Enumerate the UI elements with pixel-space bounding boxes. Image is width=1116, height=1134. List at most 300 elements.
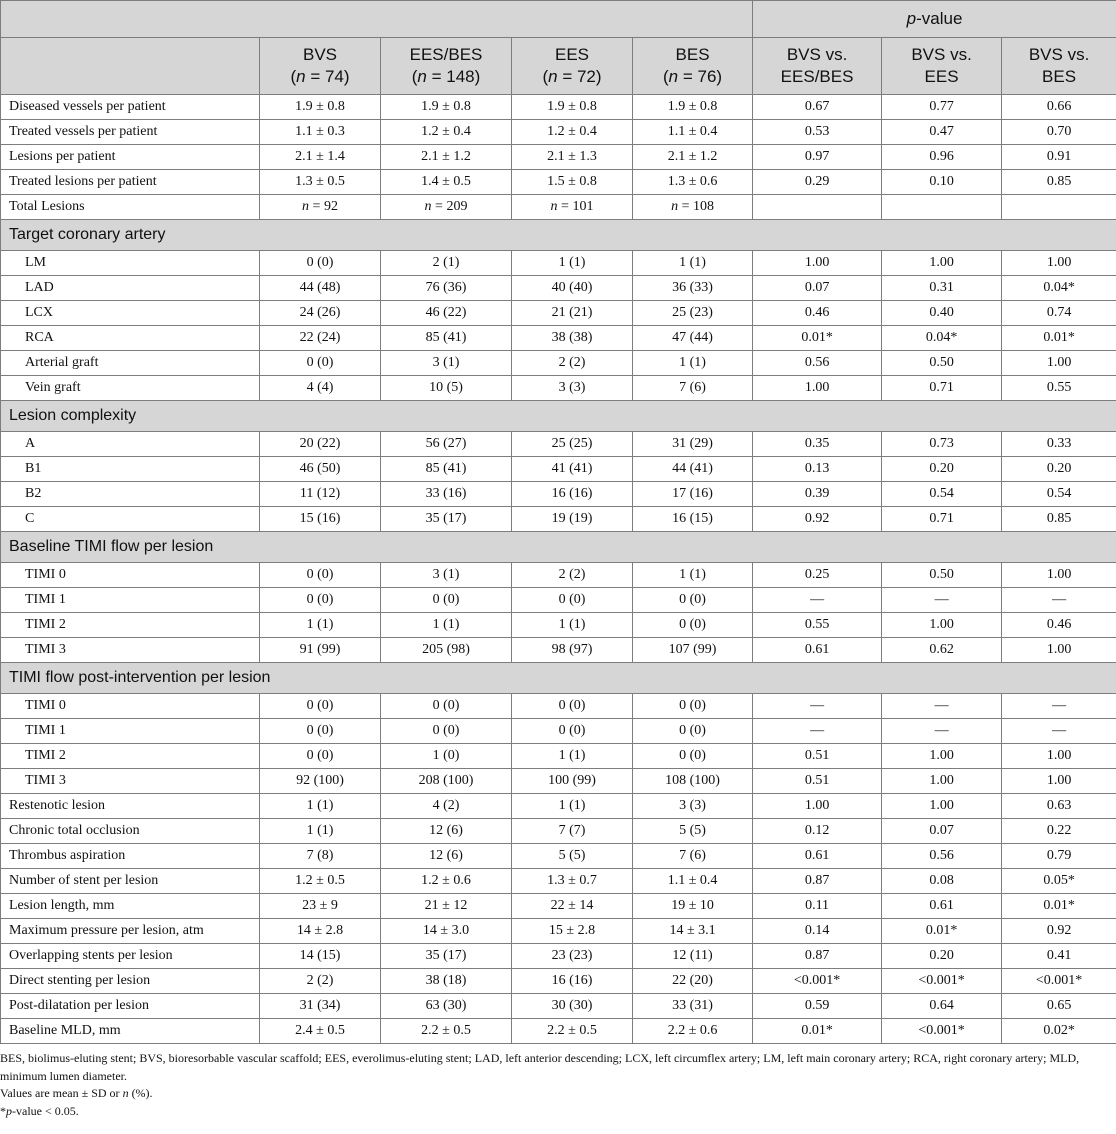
table-cell: 63 (30) [381, 994, 512, 1019]
table-cell: 12 (11) [633, 944, 753, 969]
table-cell: 107 (99) [633, 638, 753, 663]
row-label: Overlapping stents per lesion [1, 944, 260, 969]
table-cell: 1.00 [882, 251, 1002, 276]
table-cell: 0.92 [753, 507, 882, 532]
table-cell: 0 (0) [381, 694, 512, 719]
table-cell: 0.65 [1002, 994, 1116, 1019]
table-cell: 76 (36) [381, 276, 512, 301]
column-header: EES (n = 72) [512, 38, 633, 95]
table-cell: 85 (41) [381, 326, 512, 351]
table-cell: 3 (1) [381, 351, 512, 376]
table-cell: 1.9 ± 0.8 [260, 95, 381, 120]
row-label: TIMI 2 [1, 744, 260, 769]
table-cell: 1.00 [882, 744, 1002, 769]
table-cell: 20 (22) [260, 432, 381, 457]
table-cell: 0 (0) [633, 613, 753, 638]
section-header-row [1, 663, 1116, 694]
table-cell: 22 (24) [260, 326, 381, 351]
row-label: Arterial graft [1, 351, 260, 376]
table-cell: 1.00 [1002, 769, 1116, 794]
table-cell: 0.61 [753, 638, 882, 663]
column-header: BVS vs. BES [1002, 38, 1116, 95]
section-title: TIMI flow post-intervention per lesion [1, 663, 1116, 694]
table-row [1, 894, 1116, 919]
table-cell: 1.00 [1002, 351, 1116, 376]
section-title: Target coronary artery [1, 220, 1116, 251]
table-cell: 3 (3) [633, 794, 753, 819]
table-cell: 5 (5) [512, 844, 633, 869]
footnote-values-note: Values are mean ± SD or n (%). [0, 1086, 153, 1100]
section-header-row [1, 220, 1116, 251]
table-row [1, 719, 1116, 744]
table-cell: — [882, 588, 1002, 613]
table-cell: 0.63 [1002, 794, 1116, 819]
table-cell: 1.2 ± 0.6 [381, 869, 512, 894]
table-cell: 0 (0) [260, 588, 381, 613]
table-cell [882, 195, 1002, 220]
table-cell: 1 (1) [633, 351, 753, 376]
table-cell: 38 (38) [512, 326, 633, 351]
table-cell: 0.74 [1002, 301, 1116, 326]
table-cell: 24 (26) [260, 301, 381, 326]
table-cell: 1 (1) [512, 744, 633, 769]
table-cell: 2.2 ± 0.5 [512, 1019, 633, 1044]
row-label: Direct stenting per lesion [1, 969, 260, 994]
table-cell: 33 (16) [381, 482, 512, 507]
table-cell: 0.20 [882, 457, 1002, 482]
table-cell: 0 (0) [512, 694, 633, 719]
section-title: Lesion complexity [1, 401, 1116, 432]
table-cell: 0.51 [753, 744, 882, 769]
table-cell: 0 (0) [260, 694, 381, 719]
row-label: A [1, 432, 260, 457]
table-cell: <0.001* [882, 1019, 1002, 1044]
table-cell: 0 (0) [260, 719, 381, 744]
table-cell: — [1002, 588, 1116, 613]
table-cell: 2.1 ± 1.3 [512, 145, 633, 170]
row-label: Diseased vessels per patient [1, 95, 260, 120]
table-cell: 2.1 ± 1.4 [260, 145, 381, 170]
table-cell: 0 (0) [260, 351, 381, 376]
table-cell: 0.05* [1002, 869, 1116, 894]
table-cell: 1.5 ± 0.8 [512, 170, 633, 195]
table-row [1, 432, 1116, 457]
table-cell: 92 (100) [260, 769, 381, 794]
row-label: TIMI 3 [1, 638, 260, 663]
header-row-columns [1, 38, 1116, 95]
table-row [1, 613, 1116, 638]
table-cell: 0.71 [882, 376, 1002, 401]
row-label: TIMI 1 [1, 719, 260, 744]
table-row [1, 326, 1116, 351]
table-cell: 0.07 [753, 276, 882, 301]
row-label: Total Lesions [1, 195, 260, 220]
table-cell: 19 (19) [512, 507, 633, 532]
table-cell: 2.1 ± 1.2 [633, 145, 753, 170]
table-cell: 1.00 [1002, 744, 1116, 769]
table-cell: 7 (8) [260, 844, 381, 869]
table-cell: 14 ± 3.0 [381, 919, 512, 944]
table-cell: 23 ± 9 [260, 894, 381, 919]
table-cell: 205 (98) [381, 638, 512, 663]
table-cell: 0.46 [753, 301, 882, 326]
table-cell: 11 (12) [260, 482, 381, 507]
table-cell [753, 195, 882, 220]
table-row [1, 376, 1116, 401]
table-row [1, 744, 1116, 769]
table-cell: 0.61 [753, 844, 882, 869]
table-cell: 40 (40) [512, 276, 633, 301]
pvalue-group-header: p-value [753, 1, 1116, 38]
header-label-cell [1, 38, 260, 95]
table-cell: 14 (15) [260, 944, 381, 969]
table-cell: 46 (50) [260, 457, 381, 482]
table-cell: 1.1 ± 0.4 [633, 120, 753, 145]
table-cell: 46 (22) [381, 301, 512, 326]
table-cell: 2 (1) [381, 251, 512, 276]
table-cell: 41 (41) [512, 457, 633, 482]
column-header: EES/BES (n = 148) [381, 38, 512, 95]
table-cell: 7 (6) [633, 376, 753, 401]
table-cell: 108 (100) [633, 769, 753, 794]
header-row-top [1, 1, 1116, 38]
table-cell: 4 (2) [381, 794, 512, 819]
table-cell: 0.56 [882, 844, 1002, 869]
table-cell: 14 ± 2.8 [260, 919, 381, 944]
table-cell: 0.91 [1002, 145, 1116, 170]
table-body [1, 95, 1116, 1044]
table-cell: — [882, 719, 1002, 744]
table-cell: 0.04* [882, 326, 1002, 351]
table-cell: 0 (0) [381, 588, 512, 613]
table-row [1, 794, 1116, 819]
table-cell: 0.14 [753, 919, 882, 944]
table-cell: 22 (20) [633, 969, 753, 994]
table-cell: 2 (2) [512, 351, 633, 376]
table-cell: — [1002, 719, 1116, 744]
table-cell: 1 (1) [512, 613, 633, 638]
table-cell: 1.00 [1002, 638, 1116, 663]
table-cell: 0.97 [753, 145, 882, 170]
table-cell: 0.40 [882, 301, 1002, 326]
header-blank-cell [1, 1, 753, 38]
table-row [1, 969, 1116, 994]
table-row [1, 994, 1116, 1019]
row-label: Baseline MLD, mm [1, 1019, 260, 1044]
table-cell: 1.9 ± 0.8 [633, 95, 753, 120]
table-cell: 0 (0) [633, 588, 753, 613]
table-cell: 2.1 ± 1.2 [381, 145, 512, 170]
table-cell: 0.50 [882, 351, 1002, 376]
table-cell: 25 (25) [512, 432, 633, 457]
table-cell: 31 (29) [633, 432, 753, 457]
table-cell: 25 (23) [633, 301, 753, 326]
table-row [1, 251, 1116, 276]
row-label: Number of stent per lesion [1, 869, 260, 894]
table-cell: 0.55 [753, 613, 882, 638]
table-row [1, 944, 1116, 969]
table-cell: 0.73 [882, 432, 1002, 457]
table-cell: 4 (4) [260, 376, 381, 401]
table-cell: 0.25 [753, 563, 882, 588]
row-label: Lesions per patient [1, 145, 260, 170]
table-row [1, 694, 1116, 719]
table-cell: n = 101 [512, 195, 633, 220]
table-cell: 21 (21) [512, 301, 633, 326]
table-cell: 7 (7) [512, 819, 633, 844]
table-cell: 0.54 [1002, 482, 1116, 507]
table-cell: 0.54 [882, 482, 1002, 507]
table-cell: — [753, 588, 882, 613]
table-cell: 17 (16) [633, 482, 753, 507]
row-label: TIMI 3 [1, 769, 260, 794]
table-cell: 0.41 [1002, 944, 1116, 969]
table-cell: 19 ± 10 [633, 894, 753, 919]
table-cell: 0 (0) [260, 563, 381, 588]
table-cell: — [882, 694, 1002, 719]
table-cell: 1.00 [882, 794, 1002, 819]
table-cell: 0.92 [1002, 919, 1116, 944]
column-header: BES (n = 76) [633, 38, 753, 95]
table-cell: 0.13 [753, 457, 882, 482]
table-cell: 0.12 [753, 819, 882, 844]
table-row [1, 120, 1116, 145]
table-cell: 35 (17) [381, 507, 512, 532]
table-cell: 2 (2) [260, 969, 381, 994]
table-cell: 1.3 ± 0.5 [260, 170, 381, 195]
table-row [1, 195, 1116, 220]
table-cell: 1.00 [1002, 563, 1116, 588]
table-cell: 0.47 [882, 120, 1002, 145]
table-cell: 1.3 ± 0.6 [633, 170, 753, 195]
row-label: B1 [1, 457, 260, 482]
row-label: RCA [1, 326, 260, 351]
table-cell: <0.001* [753, 969, 882, 994]
row-label: LAD [1, 276, 260, 301]
table-cell: 0.07 [882, 819, 1002, 844]
row-label: Treated lesions per patient [1, 170, 260, 195]
table-cell: 0.33 [1002, 432, 1116, 457]
row-label: TIMI 1 [1, 588, 260, 613]
table-cell: — [1002, 694, 1116, 719]
table-cell: 12 (6) [381, 844, 512, 869]
table-cell: 208 (100) [381, 769, 512, 794]
table-cell: 0.59 [753, 994, 882, 1019]
section-header-row [1, 532, 1116, 563]
table-cell: 0.67 [753, 95, 882, 120]
row-label: Maximum pressure per lesion, atm [1, 919, 260, 944]
table-cell: 1.00 [753, 251, 882, 276]
row-label: B2 [1, 482, 260, 507]
table-row [1, 588, 1116, 613]
table-cell: 0.22 [1002, 819, 1116, 844]
row-label: Lesion length, mm [1, 894, 260, 919]
row-label: Chronic total occlusion [1, 819, 260, 844]
table-cell: 0.87 [753, 869, 882, 894]
column-header: BVS vs. EES/BES [753, 38, 882, 95]
table-cell: 100 (99) [512, 769, 633, 794]
table-cell: 0.11 [753, 894, 882, 919]
table-cell: 0.79 [1002, 844, 1116, 869]
table-cell: n = 92 [260, 195, 381, 220]
table-cell: 0 (0) [633, 694, 753, 719]
table-cell: 1.1 ± 0.4 [633, 869, 753, 894]
table-cell: 3 (1) [381, 563, 512, 588]
table-cell: 91 (99) [260, 638, 381, 663]
table-cell: 0.02* [1002, 1019, 1116, 1044]
table-cell: 0 (0) [260, 744, 381, 769]
table-cell: 1.3 ± 0.7 [512, 869, 633, 894]
row-label: Vein graft [1, 376, 260, 401]
table-cell: 1.00 [882, 613, 1002, 638]
table-cell: 14 ± 3.1 [633, 919, 753, 944]
table-cell: 1.00 [753, 794, 882, 819]
row-label: Restenotic lesion [1, 794, 260, 819]
table-cell: 2.4 ± 0.5 [260, 1019, 381, 1044]
table-cell: 0.77 [882, 95, 1002, 120]
table-cell: 0 (0) [512, 719, 633, 744]
table-cell: 0.08 [882, 869, 1002, 894]
table-cell: 0.62 [882, 638, 1002, 663]
table-cell: 1 (0) [381, 744, 512, 769]
table-cell [1002, 195, 1116, 220]
table-cell: 0.51 [753, 769, 882, 794]
table-row [1, 351, 1116, 376]
table-cell: 0.53 [753, 120, 882, 145]
table-cell: 0.61 [882, 894, 1002, 919]
table-cell: 98 (97) [512, 638, 633, 663]
table-cell: 1.9 ± 0.8 [512, 95, 633, 120]
table-cell: 0.10 [882, 170, 1002, 195]
table-cell: 0.71 [882, 507, 1002, 532]
table-row [1, 507, 1116, 532]
table-cell: — [753, 719, 882, 744]
table-row [1, 276, 1116, 301]
table-cell: 1.00 [882, 769, 1002, 794]
table-cell: 0.01* [882, 919, 1002, 944]
table-row [1, 170, 1116, 195]
table-cell: 0.87 [753, 944, 882, 969]
table-row [1, 819, 1116, 844]
table-cell: 35 (17) [381, 944, 512, 969]
table-cell: 22 ± 14 [512, 894, 633, 919]
table-cell: 31 (34) [260, 994, 381, 1019]
table-row [1, 844, 1116, 869]
table-cell: 0.20 [882, 944, 1002, 969]
table-cell: 12 (6) [381, 819, 512, 844]
table-cell: 0.66 [1002, 95, 1116, 120]
table-cell: 10 (5) [381, 376, 512, 401]
table-cell: 0.20 [1002, 457, 1116, 482]
row-label: TIMI 2 [1, 613, 260, 638]
footnote-abbreviations: BES, biolimus-eluting stent; BVS, bioresorbable vascular scaffold; EES, everolimus-eluting stent; LAD, left anterior descending; LCX, left circumflex artery; LM, left main coronary artery; RCA, right coronary artery; MLD, minimum lumen diameter. [0, 1051, 1080, 1083]
table-cell: 1 (1) [260, 613, 381, 638]
table-cell: 0.29 [753, 170, 882, 195]
table-cell: 23 (23) [512, 944, 633, 969]
table-cell: 5 (5) [633, 819, 753, 844]
table-cell: 0.96 [882, 145, 1002, 170]
table-cell: 85 (41) [381, 457, 512, 482]
table-cell: 1 (1) [260, 794, 381, 819]
table-row [1, 301, 1116, 326]
table-cell: 1.1 ± 0.3 [260, 120, 381, 145]
table-row [1, 482, 1116, 507]
table-cell: 21 ± 12 [381, 894, 512, 919]
table-cell: 44 (48) [260, 276, 381, 301]
footnote-significance: *p-value < 0.05. [0, 1103, 79, 1118]
section-title: Baseline TIMI flow per lesion [1, 532, 1116, 563]
table-cell: 0.39 [753, 482, 882, 507]
table-cell: 33 (31) [633, 994, 753, 1019]
table-cell: 1.2 ± 0.5 [260, 869, 381, 894]
row-label: TIMI 0 [1, 694, 260, 719]
row-label: Post-dilatation per lesion [1, 994, 260, 1019]
table-cell: 1 (1) [512, 251, 633, 276]
row-label: C [1, 507, 260, 532]
table-cell: 0 (0) [633, 744, 753, 769]
table-cell: 0.01* [753, 326, 882, 351]
table-cell: 0 (0) [381, 719, 512, 744]
table-cell: 2.2 ± 0.5 [381, 1019, 512, 1044]
table-row [1, 95, 1116, 120]
table-row [1, 638, 1116, 663]
table-row [1, 769, 1116, 794]
table-cell: 16 (16) [512, 482, 633, 507]
table-row [1, 869, 1116, 894]
table-cell: 1 (1) [260, 819, 381, 844]
table-cell: — [753, 694, 882, 719]
row-label: TIMI 0 [1, 563, 260, 588]
table-cell: 1 (1) [633, 251, 753, 276]
table-cell: 44 (41) [633, 457, 753, 482]
table-cell: 0 (0) [512, 588, 633, 613]
table-cell: 15 (16) [260, 507, 381, 532]
table-cell: 16 (16) [512, 969, 633, 994]
row-label: LCX [1, 301, 260, 326]
table-row [1, 919, 1116, 944]
table-cell: 0.70 [1002, 120, 1116, 145]
table-row [1, 145, 1116, 170]
table-cell: 1 (1) [512, 794, 633, 819]
table-cell: 0.46 [1002, 613, 1116, 638]
table-cell: 0.85 [1002, 170, 1116, 195]
table-cell: 2.2 ± 0.6 [633, 1019, 753, 1044]
table-row [1, 457, 1116, 482]
table-cell: 0.01* [753, 1019, 882, 1044]
table-cell: 47 (44) [633, 326, 753, 351]
table-cell: 56 (27) [381, 432, 512, 457]
column-header: BVS vs. EES [882, 38, 1002, 95]
table-cell: 0.04* [1002, 276, 1116, 301]
section-header-row [1, 401, 1116, 432]
table-cell: 1 (1) [633, 563, 753, 588]
table-cell: 15 ± 2.8 [512, 919, 633, 944]
table-cell: 0.50 [882, 563, 1002, 588]
table-cell: 2 (2) [512, 563, 633, 588]
table-cell: 0 (0) [633, 719, 753, 744]
table-cell: 0 (0) [260, 251, 381, 276]
column-header: BVS (n = 74) [260, 38, 381, 95]
table-cell: 38 (18) [381, 969, 512, 994]
table-cell: 0.01* [1002, 326, 1116, 351]
row-label: LM [1, 251, 260, 276]
table-cell: 16 (15) [633, 507, 753, 532]
table-cell: 1.00 [1002, 251, 1116, 276]
table-cell: 36 (33) [633, 276, 753, 301]
table-cell: <0.001* [1002, 969, 1116, 994]
table-row [1, 563, 1116, 588]
table-cell: 0.01* [1002, 894, 1116, 919]
